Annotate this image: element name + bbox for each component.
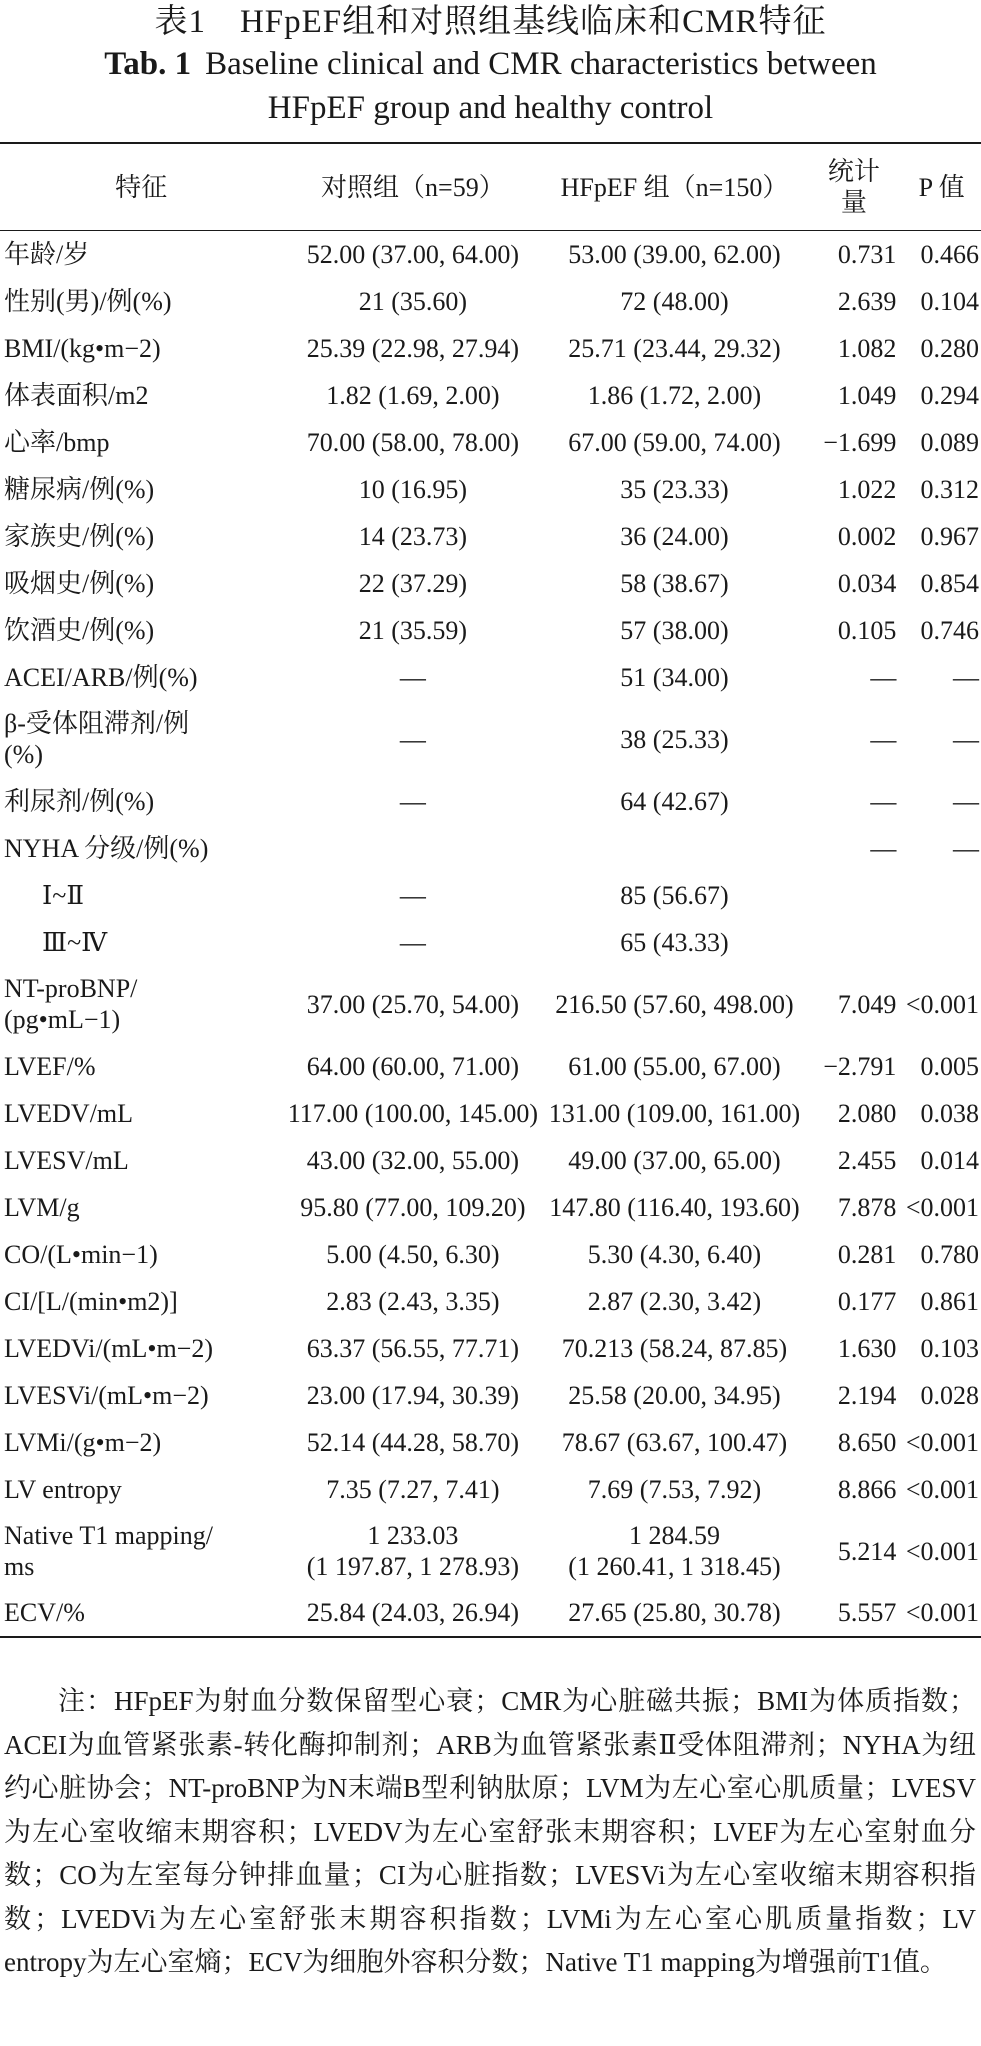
cell-feature: LVM/g [4, 1192, 80, 1222]
cell-p-value: 0.854 [920, 568, 979, 598]
table-row [0, 372, 981, 419]
cell-statistic: 5.557 [837, 1598, 897, 1627]
table-row [0, 278, 981, 325]
cell-hfpef: 72 (48.00) [620, 286, 729, 316]
cell-feature-line2: ms [4, 1552, 35, 1581]
cell-statistic: 7.049 [837, 989, 897, 1019]
cell-feature: NYHA 分级/例(%) [4, 833, 209, 863]
table-row [0, 513, 981, 560]
cell-control: — [399, 724, 426, 754]
table-row [0, 325, 981, 372]
cell-statistic: 8.650 [837, 1427, 897, 1457]
cell-control: 117.00 (100.00, 145.00) [287, 1098, 539, 1128]
cell-feature: ACEI/ARB/例(%) [4, 662, 198, 692]
cell-hfpef: 147.80 (116.40, 193.60) [549, 1192, 800, 1222]
cell-feature: LV entropy [4, 1474, 122, 1504]
cell-feature [0, 966, 282, 1043]
cell-control: — [399, 880, 426, 910]
cell-control: 25.39 (22.98, 27.94) [306, 333, 520, 363]
cell-statistic: 2.639 [837, 286, 897, 316]
table-row [0, 607, 981, 654]
cell-p-value: 0.746 [920, 615, 979, 645]
cell-hfpef: 5.30 (4.30, 6.40) [587, 1239, 762, 1269]
cell-statistic: 1.022 [837, 474, 897, 504]
cell-hfpef: 2.87 (2.30, 3.42) [587, 1286, 762, 1316]
cell-feature: LVESVi/(mL•m−2) [4, 1380, 209, 1410]
cell-statistic: 0.177 [837, 1286, 897, 1316]
cell-p-value: <0.001 [905, 1474, 979, 1504]
cell-p-value: 0.089 [920, 427, 979, 457]
cell-feature-line1: NT-proBNP/ [4, 974, 138, 1003]
cell-feature: ECV/% [4, 1598, 85, 1627]
cell-hfpef: 85 (56.67) [620, 880, 729, 910]
cell-statistic: 0.105 [837, 615, 897, 645]
cell-statistic [805, 919, 902, 966]
cell-statistic: 2.194 [837, 1380, 897, 1410]
cell-hfpef-line1: 1 284.59 [628, 1521, 720, 1550]
cell-p-value: <0.001 [905, 1192, 979, 1222]
cell-hfpef: 70.213 (58.24, 87.85) [561, 1333, 788, 1363]
cell-statistic: 5.214 [837, 1536, 897, 1566]
cell-feature: 吸烟史/例(%) [4, 568, 155, 598]
cell-p-value: 0.294 [920, 380, 979, 410]
cell-control: 25.84 (24.03, 26.94) [306, 1598, 520, 1627]
cell-feature-line2: (%) [4, 740, 43, 769]
cell-p-value: 0.780 [920, 1239, 979, 1269]
cell-control: 7.35 (7.27, 7.41) [326, 1474, 500, 1504]
cell-control: 2.83 (2.43, 3.35) [326, 1286, 500, 1316]
cell-statistic: 0.002 [837, 521, 897, 551]
cell-p-value: — [953, 833, 979, 863]
cell-feature [0, 701, 282, 778]
table-row [0, 701, 981, 778]
cell-statistic [805, 872, 902, 919]
cell-hfpef: 216.50 (57.60, 498.00) [555, 989, 794, 1019]
cell-control: 14 (23.73) [358, 521, 468, 551]
cell-statistic: 1.082 [837, 333, 897, 363]
table-row [0, 1278, 981, 1325]
cell-control-line2: (1 197.87, 1 278.93) [306, 1552, 520, 1581]
cell-feature [0, 1513, 282, 1590]
header-p-value: P 值 [918, 172, 965, 202]
cell-p-value: — [953, 786, 979, 816]
cell-control: 70.00 (58.00, 78.00) [306, 427, 520, 457]
cell-statistic: 2.455 [837, 1145, 897, 1175]
cell-feature: LVEDV/mL [4, 1098, 134, 1128]
cell-hfpef: 35 (23.33) [620, 474, 729, 504]
cell-statistic: 1.049 [837, 380, 897, 410]
baseline-characteristics-table [0, 142, 981, 1638]
cell-feature: 性别(男)/例(%) [4, 286, 172, 316]
cell-control: 5.00 (4.50, 6.30) [326, 1239, 500, 1269]
cell-statistic: — [870, 724, 897, 754]
table-header-row [0, 143, 981, 231]
table-row [0, 1325, 981, 1372]
cell-statistic: 1.630 [837, 1333, 897, 1363]
cell-control: 23.00 (17.94, 30.39) [306, 1380, 520, 1410]
cell-p-value: 0.014 [920, 1145, 979, 1175]
table-row [0, 1419, 981, 1466]
cell-hfpef: 64 (42.67) [620, 786, 729, 816]
cell-hfpef [544, 825, 806, 872]
caption-line-1: Baseline clinical and CMR characteristics between [205, 46, 877, 82]
cell-control: 21 (35.59) [358, 615, 468, 645]
cell-feature: LVEDVi/(mL•m−2) [4, 1333, 214, 1363]
table-row [0, 1466, 981, 1513]
table-row [0, 919, 981, 966]
cell-hfpef: 1.86 (1.72, 2.00) [587, 380, 762, 410]
header-feature: 特征 [115, 172, 168, 202]
header-statistic-line2: 量 [840, 188, 867, 217]
caption-line-2: HFpEF group and healthy control [267, 90, 714, 126]
cell-p-value [902, 872, 981, 919]
cell-control [282, 825, 543, 872]
cell-control: 52.00 (37.00, 64.00) [306, 239, 520, 269]
table-row [0, 1590, 981, 1637]
cell-p-value: 0.028 [920, 1380, 979, 1410]
cell-feature: BMI/(kg•m−2) [4, 333, 161, 363]
table-row [0, 654, 981, 701]
cell-control: 1.82 (1.69, 2.00) [326, 380, 500, 410]
cell-control: — [399, 786, 426, 816]
cell-hfpef: 25.58 (20.00, 34.95) [568, 1380, 781, 1410]
cell-feature: 饮酒史/例(%) [4, 615, 155, 645]
cell-feature: 糖尿病/例(%) [4, 474, 155, 504]
cell-statistic: −2.791 [823, 1051, 897, 1081]
cell-hfpef: 53.00 (39.00, 62.00) [568, 239, 781, 269]
table-footnote: 注：HFpEF为射血分数保留型心衰；CMR为心脏磁共振；BMI为体质指数；ACEI为血管紧张素-转化酶抑制剂；ARB为血管紧张素Ⅱ受体阻滞剂；NYHA为纽约心脏协会；NT-proBNP为N末端B型利钠肽原；LVM为左心室心肌质量；LVESV为左心室收缩末期容积；LVEDV为左心室舒张末期容积；LVEF为左心室射血分数；CO为左室每分钟排血量；CI为心脏指数；LVESVi为左心室收缩末期容积指数；LVEDVi为左心室舒张末期容积指数；LVMi为左心室心肌质量指数；LV entropy为左心室熵；ECV为细胞外容积分数；Native T1 mapping为增强前T1值。 [4, 1686, 976, 1977]
cell-hfpef: 61.00 (55.00, 67.00) [568, 1051, 781, 1081]
table-row [0, 1513, 981, 1590]
cell-p-value: — [953, 662, 979, 692]
cell-p-value [902, 919, 981, 966]
cell-p-value: 0.104 [920, 286, 979, 316]
cell-feature: Ⅰ~Ⅱ [42, 880, 85, 910]
table-caption-chinese: 表1 HFpEF组和对照组基线临床和CMR特征 [154, 4, 827, 40]
cell-control [282, 1513, 543, 1590]
cell-hfpef: 49.00 (37.00, 65.00) [568, 1145, 781, 1175]
cell-control: 95.80 (77.00, 109.20) [300, 1192, 526, 1222]
cell-hfpef: 131.00 (109.00, 161.00) [548, 1098, 801, 1128]
cell-control: — [399, 927, 426, 957]
cell-feature: CO/(L•min−1) [4, 1239, 158, 1269]
header-hfpef: HFpEF 组（n=150） [560, 172, 789, 202]
cell-statistic: 0.281 [837, 1239, 897, 1269]
cell-statistic: 7.878 [837, 1192, 897, 1222]
cell-feature: 心率/bmp [4, 427, 110, 457]
cell-feature: 体表面积/m2 [4, 380, 149, 410]
cell-hfpef: 67.00 (59.00, 74.00) [568, 427, 781, 457]
cell-statistic: 0.731 [837, 239, 897, 269]
cell-statistic: 2.080 [837, 1098, 897, 1128]
cell-feature: LVESV/mL [4, 1145, 129, 1175]
cell-feature: CI/[L/(min•m2)] [4, 1286, 178, 1316]
cell-hfpef: 78.67 (63.67, 100.47) [561, 1427, 788, 1457]
cell-statistic: −1.699 [823, 427, 897, 457]
cell-p-value: <0.001 [905, 1536, 979, 1566]
cell-control: 22 (37.29) [358, 568, 468, 598]
cell-control: 63.37 (56.55, 77.71) [306, 1333, 520, 1363]
cell-feature: LVMi/(g•m−2) [4, 1427, 162, 1457]
cell-statistic: 0.034 [837, 568, 897, 598]
table-caption-english [0, 42, 981, 130]
cell-hfpef: 27.65 (25.80, 30.78) [568, 1598, 781, 1627]
table-row [0, 825, 981, 872]
header-statistic-line1: 统计 [827, 157, 880, 186]
cell-hfpef: 51 (34.00) [620, 662, 729, 692]
cell-feature: 家族史/例(%) [4, 521, 155, 551]
table-label: Tab. 1 [104, 46, 192, 82]
cell-control: 21 (35.60) [358, 286, 468, 316]
cell-hfpef: 7.69 (7.53, 7.92) [587, 1474, 762, 1504]
table-row [0, 966, 981, 1043]
cell-p-value: 0.312 [920, 474, 979, 504]
cell-p-value: <0.001 [905, 1598, 979, 1627]
cell-control: 37.00 (25.70, 54.00) [306, 989, 520, 1019]
table-row [0, 560, 981, 607]
table-row [0, 1184, 981, 1231]
table-row [0, 1137, 981, 1184]
cell-p-value: 0.861 [920, 1286, 979, 1316]
cell-feature-line1: Native T1 mapping/ [4, 1521, 213, 1550]
cell-statistic: — [870, 833, 897, 863]
cell-feature: LVEF/% [4, 1051, 96, 1081]
table-row [0, 1372, 981, 1419]
cell-p-value: 0.038 [920, 1098, 979, 1128]
cell-statistic: 8.866 [837, 1474, 897, 1504]
cell-control: — [399, 662, 426, 692]
cell-hfpef: 25.71 (23.44, 29.32) [568, 333, 781, 363]
cell-hfpef: 38 (25.33) [620, 724, 729, 754]
cell-control: 10 (16.95) [358, 474, 468, 504]
table-row [0, 778, 981, 825]
cell-p-value: 0.005 [920, 1051, 979, 1081]
cell-hfpef: 58 (38.67) [620, 568, 729, 598]
table-row [0, 1043, 981, 1090]
cell-p-value: 0.103 [920, 1333, 979, 1363]
cell-hfpef: 36 (24.00) [620, 521, 729, 551]
cell-feature-line2: (pg•mL−1) [4, 1005, 121, 1034]
table-row [0, 872, 981, 919]
cell-hfpef-line2: (1 260.41, 1 318.45) [568, 1552, 781, 1581]
cell-statistic: — [870, 786, 897, 816]
header-statistic [805, 143, 902, 231]
cell-control: 43.00 (32.00, 55.00) [306, 1145, 520, 1175]
cell-control: 52.14 (44.28, 58.70) [306, 1427, 520, 1457]
cell-hfpef: 57 (38.00) [620, 615, 729, 645]
header-control: 对照组（n=59） [321, 172, 505, 202]
table-row [0, 466, 981, 513]
cell-control-line1: 1 233.03 [367, 1521, 459, 1550]
table-row [0, 231, 981, 278]
table-row [0, 1231, 981, 1278]
cell-hfpef: 65 (43.33) [620, 927, 729, 957]
cell-control: 64.00 (60.00, 71.00) [306, 1051, 520, 1081]
table-body [0, 231, 981, 1637]
cell-p-value: 0.967 [920, 521, 979, 551]
cell-p-value: <0.001 [905, 1427, 979, 1457]
cell-p-value: 0.280 [920, 333, 979, 363]
cell-feature: 年龄/岁 [4, 239, 90, 269]
table-row [0, 419, 981, 466]
cell-feature-line1: β-受体阻滞剂/例 [4, 709, 190, 738]
cell-p-value: 0.466 [920, 239, 979, 269]
cell-feature: 利尿剂/例(%) [4, 786, 155, 816]
cell-p-value: — [953, 724, 979, 754]
table-row [0, 1090, 981, 1137]
cell-feature: Ⅲ~Ⅳ [42, 927, 108, 957]
cell-hfpef [544, 1513, 806, 1590]
cell-statistic: — [870, 662, 897, 692]
cell-p-value: <0.001 [905, 989, 979, 1019]
